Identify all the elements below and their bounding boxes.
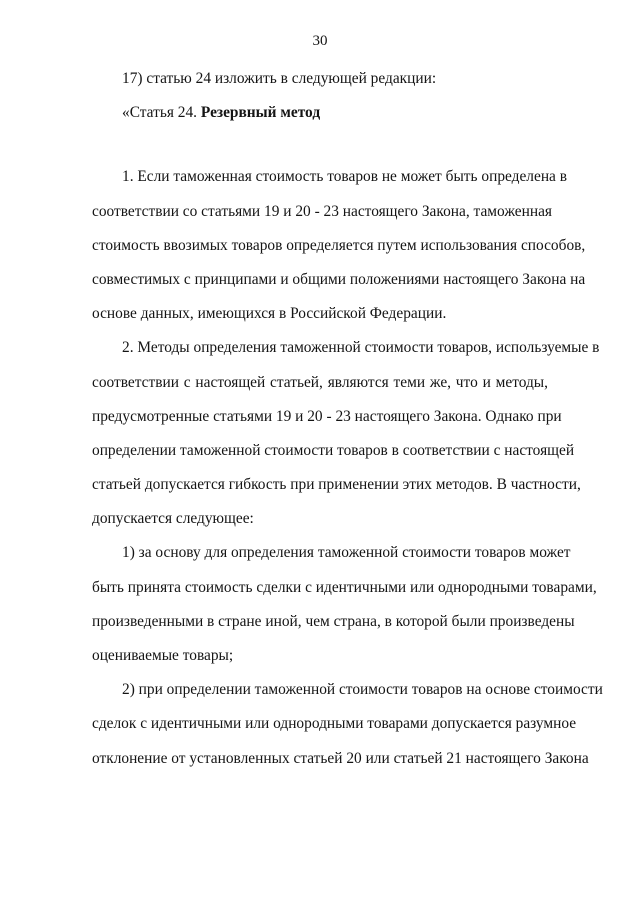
document-body xyxy=(92,62,603,776)
text-line: 2. Методы определения таможенной стоимости товаров, используемые в xyxy=(122,339,600,357)
article-prefix: «Статья 24. xyxy=(122,104,201,122)
subitem-2 xyxy=(92,673,603,776)
text-line: сделок с идентичными или однородными товарами допускается разумное xyxy=(92,715,577,733)
text-line: 2) при определении таможенной стоимости товаров на основе стоимости xyxy=(122,681,603,699)
paragraph-1 xyxy=(92,160,586,331)
text-line: соответствии с настоящей статьей, являются теми же, что и методы, xyxy=(92,373,548,391)
text-line: совместимых с принципами и общими положениями настоящего Закона на xyxy=(92,270,586,288)
text-line: допускается следующее: xyxy=(92,510,254,528)
article-title: Резервный метод xyxy=(200,104,321,122)
article-heading xyxy=(92,96,548,130)
text-line: отклонение от установленных статьей 20 или статьей 21 настоящего Закона xyxy=(92,749,589,767)
text-line: оцениваемые товары; xyxy=(92,647,234,664)
text-line: соответствии со статьями 19 и 20 - 23 настоящего Закона, таможенная xyxy=(92,202,552,220)
blank-gap xyxy=(92,130,548,160)
text-line: 1. Если таможенная стоимость товаров не может быть определена в xyxy=(122,168,567,186)
amendment-intro: 17) статью 24 изложить в следующей редакции: xyxy=(122,70,437,87)
text-line: определении таможенной стоимости товаров в соответствии с настоящей xyxy=(92,441,575,459)
text-line: быть принята стоимость сделки с идентичными или однородными товарами, xyxy=(92,578,597,596)
paragraph-2 xyxy=(92,331,600,536)
text-line: статьей допускается гибкость при применении этих методов. В частности, xyxy=(92,476,581,494)
text-line: стоимость ввозимых товаров определяется путем использования способов, xyxy=(92,236,586,254)
text-line: предусмотренные статьями 19 и 20 - 23 настоящего Закона. Однако при xyxy=(92,407,562,425)
text-line: произведенными в стране иной, чем страна, в которой были произведены xyxy=(92,612,575,630)
text-line: основе данных, имеющихся в Российской Федерации. xyxy=(92,305,447,323)
page-number: 30 xyxy=(312,33,328,49)
subitem-1 xyxy=(92,536,597,673)
text-line: 1) за основу для определения таможенной стоимости товаров может xyxy=(122,544,571,562)
